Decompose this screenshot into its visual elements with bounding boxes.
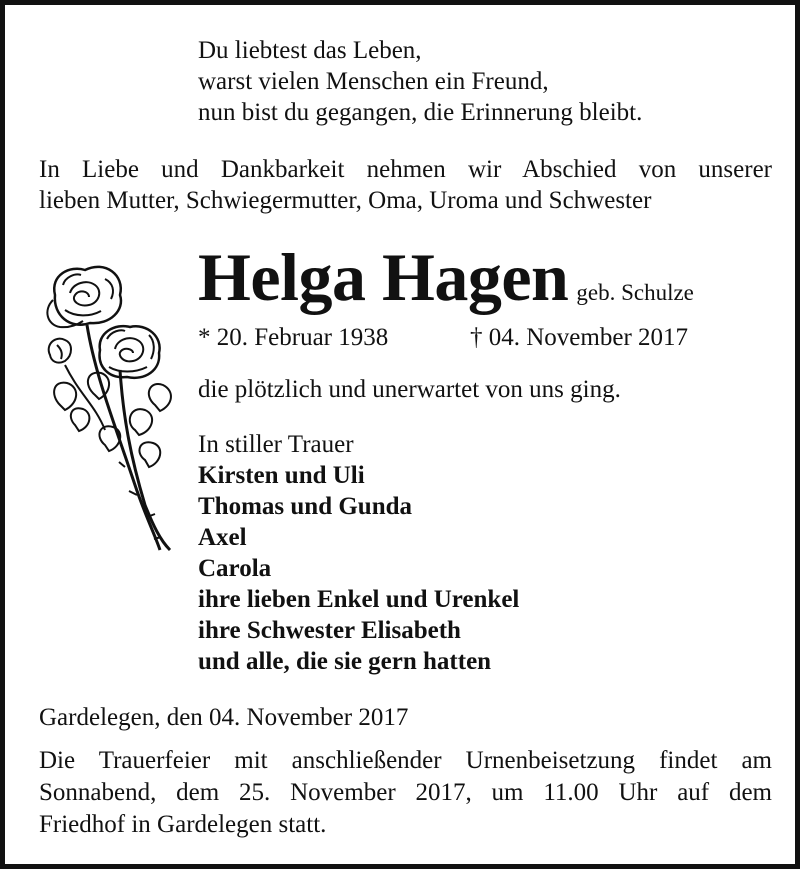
- death-date: † 04. November 2017: [470, 324, 689, 351]
- deceased-name-line: [198, 237, 694, 317]
- funeral-line-3: Friedhof in Gardelegen statt.: [39, 811, 327, 838]
- mourners-list: [198, 429, 519, 677]
- mourner-name: ihre lieben Enkel und Urenkel: [198, 586, 520, 613]
- deceased-name: Helga Hagen: [198, 239, 569, 315]
- funeral-notice: [39, 745, 772, 841]
- funeral-line-1: Die Trauerfeier mit anschließender Urnenbeisetzung findet am: [39, 747, 772, 774]
- funeral-line-2: Sonnabend, dem 25. November 2017, um 11.00 Uhr auf dem: [39, 779, 772, 806]
- mourner-name: Carola: [198, 555, 272, 582]
- mourner-name: und alle, die sie gern hatten: [198, 648, 492, 675]
- poem: [198, 35, 642, 128]
- mourner-name: Kirsten und Uli: [198, 462, 365, 489]
- birth-date: * 20. Februar 1938: [198, 324, 389, 351]
- roses-illustration-icon: [35, 255, 185, 555]
- intro-line-1: In Liebe und Dankbarkeit nehmen wir Abschied von unserer: [39, 156, 772, 183]
- poem-line: warst vielen Menschen ein Freund,: [198, 68, 549, 95]
- poem-line: nun bist du gegangen, die Erinnerung bleibt.: [198, 99, 643, 126]
- mourners-heading: In stiller Trauer: [198, 431, 354, 458]
- mourner-name: Axel: [198, 524, 247, 551]
- poem-line: Du liebtest das Leben,: [198, 37, 422, 64]
- birth-name: geb. Schulze: [576, 280, 694, 305]
- mourner-name: ihre Schwester Elisabeth: [198, 617, 461, 644]
- intro-line-2: lieben Mutter, Schwiegermutter, Oma, Uroma und Schwester: [39, 187, 652, 214]
- life-dates: [198, 322, 689, 353]
- place-date: Gardelegen, den 04. November 2017: [39, 704, 409, 731]
- sudden-text: die plötzlich und unerwartet von uns ging.: [198, 376, 621, 403]
- mourner-name: Thomas und Gunda: [198, 493, 413, 520]
